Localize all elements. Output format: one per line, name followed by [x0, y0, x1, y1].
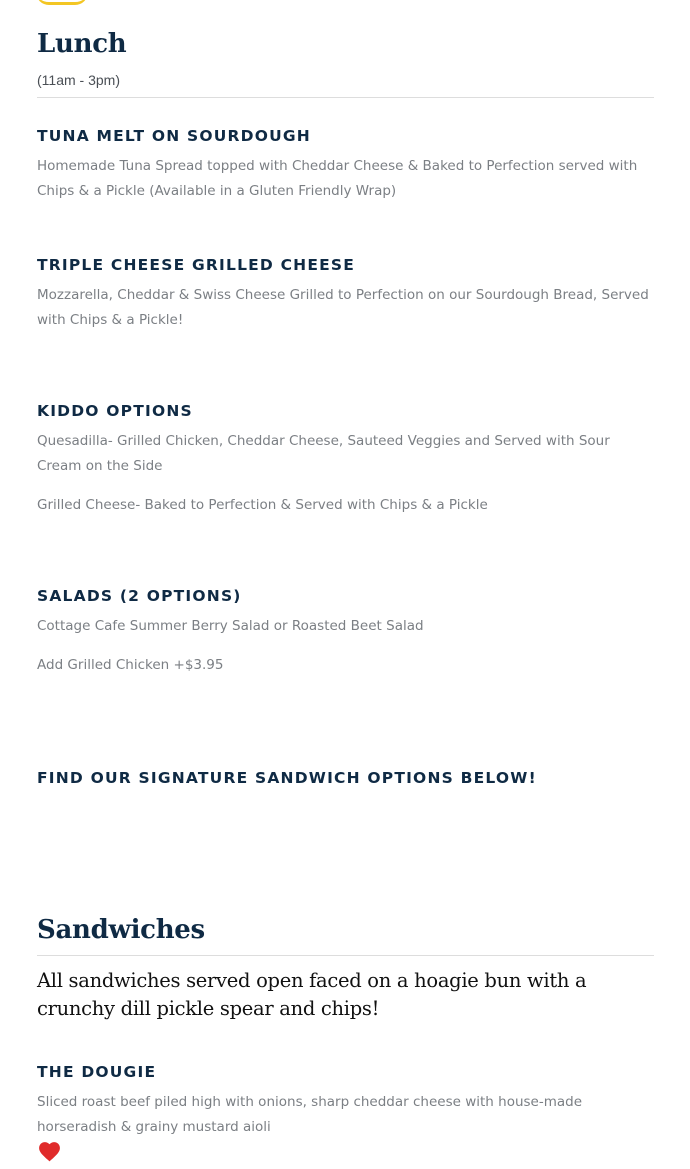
menu-item-description: Cottage Cafe Summer Berry Salad or Roasted Beet Salad: [37, 618, 424, 634]
menu-item-description: Quesadilla- Grilled Chicken, Cheddar Cheese, Sauteed Veggies and Served with Sour Cream on the Side: [37, 433, 610, 474]
menu-item-title: TRIPLE CHEESE GRILLED CHEESE: [37, 256, 356, 274]
menu-item-description: Mozzarella, Cheddar & Swiss Cheese Grilled to Perfection on our Sourdough Bread, Served with Chips & a Pickle!: [37, 287, 649, 328]
sandwiches-title: Sandwiches: [37, 915, 205, 945]
menu-item-title: KIDDO OPTIONS: [37, 402, 193, 420]
menu-item-description: Add Grilled Chicken +$3.95: [37, 657, 224, 673]
menu-item-description: Homemade Tuna Spread topped with Cheddar Cheese & Baked to Perfection served with Chips & a Pickle (Available in a Gluten Friendly Wrap): [37, 158, 638, 199]
sandwich-callout: FIND OUR SIGNATURE SANDWICH OPTIONS BELOW!: [37, 769, 537, 787]
lunch-hours: (11am - 3pm): [37, 72, 120, 88]
menu-item-description: Grilled Cheese- Baked to Perfection & Served with Chips & a Pickle: [37, 497, 488, 513]
menu-item-title: TUNA MELT ON SOURDOUGH: [37, 127, 311, 145]
lunch-title: Lunch: [37, 29, 127, 59]
decorative-swash: [36, 0, 88, 5]
menu-item-description: Sliced roast beef piled high with onions, sharp cheddar cheese with house-made horseradish & grainy mustard aioli: [37, 1094, 583, 1135]
menu-item-title: THE DOUGIE: [37, 1063, 157, 1081]
sandwiches-divider: [37, 955, 654, 956]
sandwiches-intro: All sandwiches served open faced on a hoagie bun with a crunchy dill pickle spear and chips!: [37, 969, 587, 1020]
lunch-divider: [37, 97, 654, 98]
menu-item-title: SALADS (2 OPTIONS): [37, 587, 242, 605]
heart-icon[interactable]: [37, 1139, 62, 1164]
